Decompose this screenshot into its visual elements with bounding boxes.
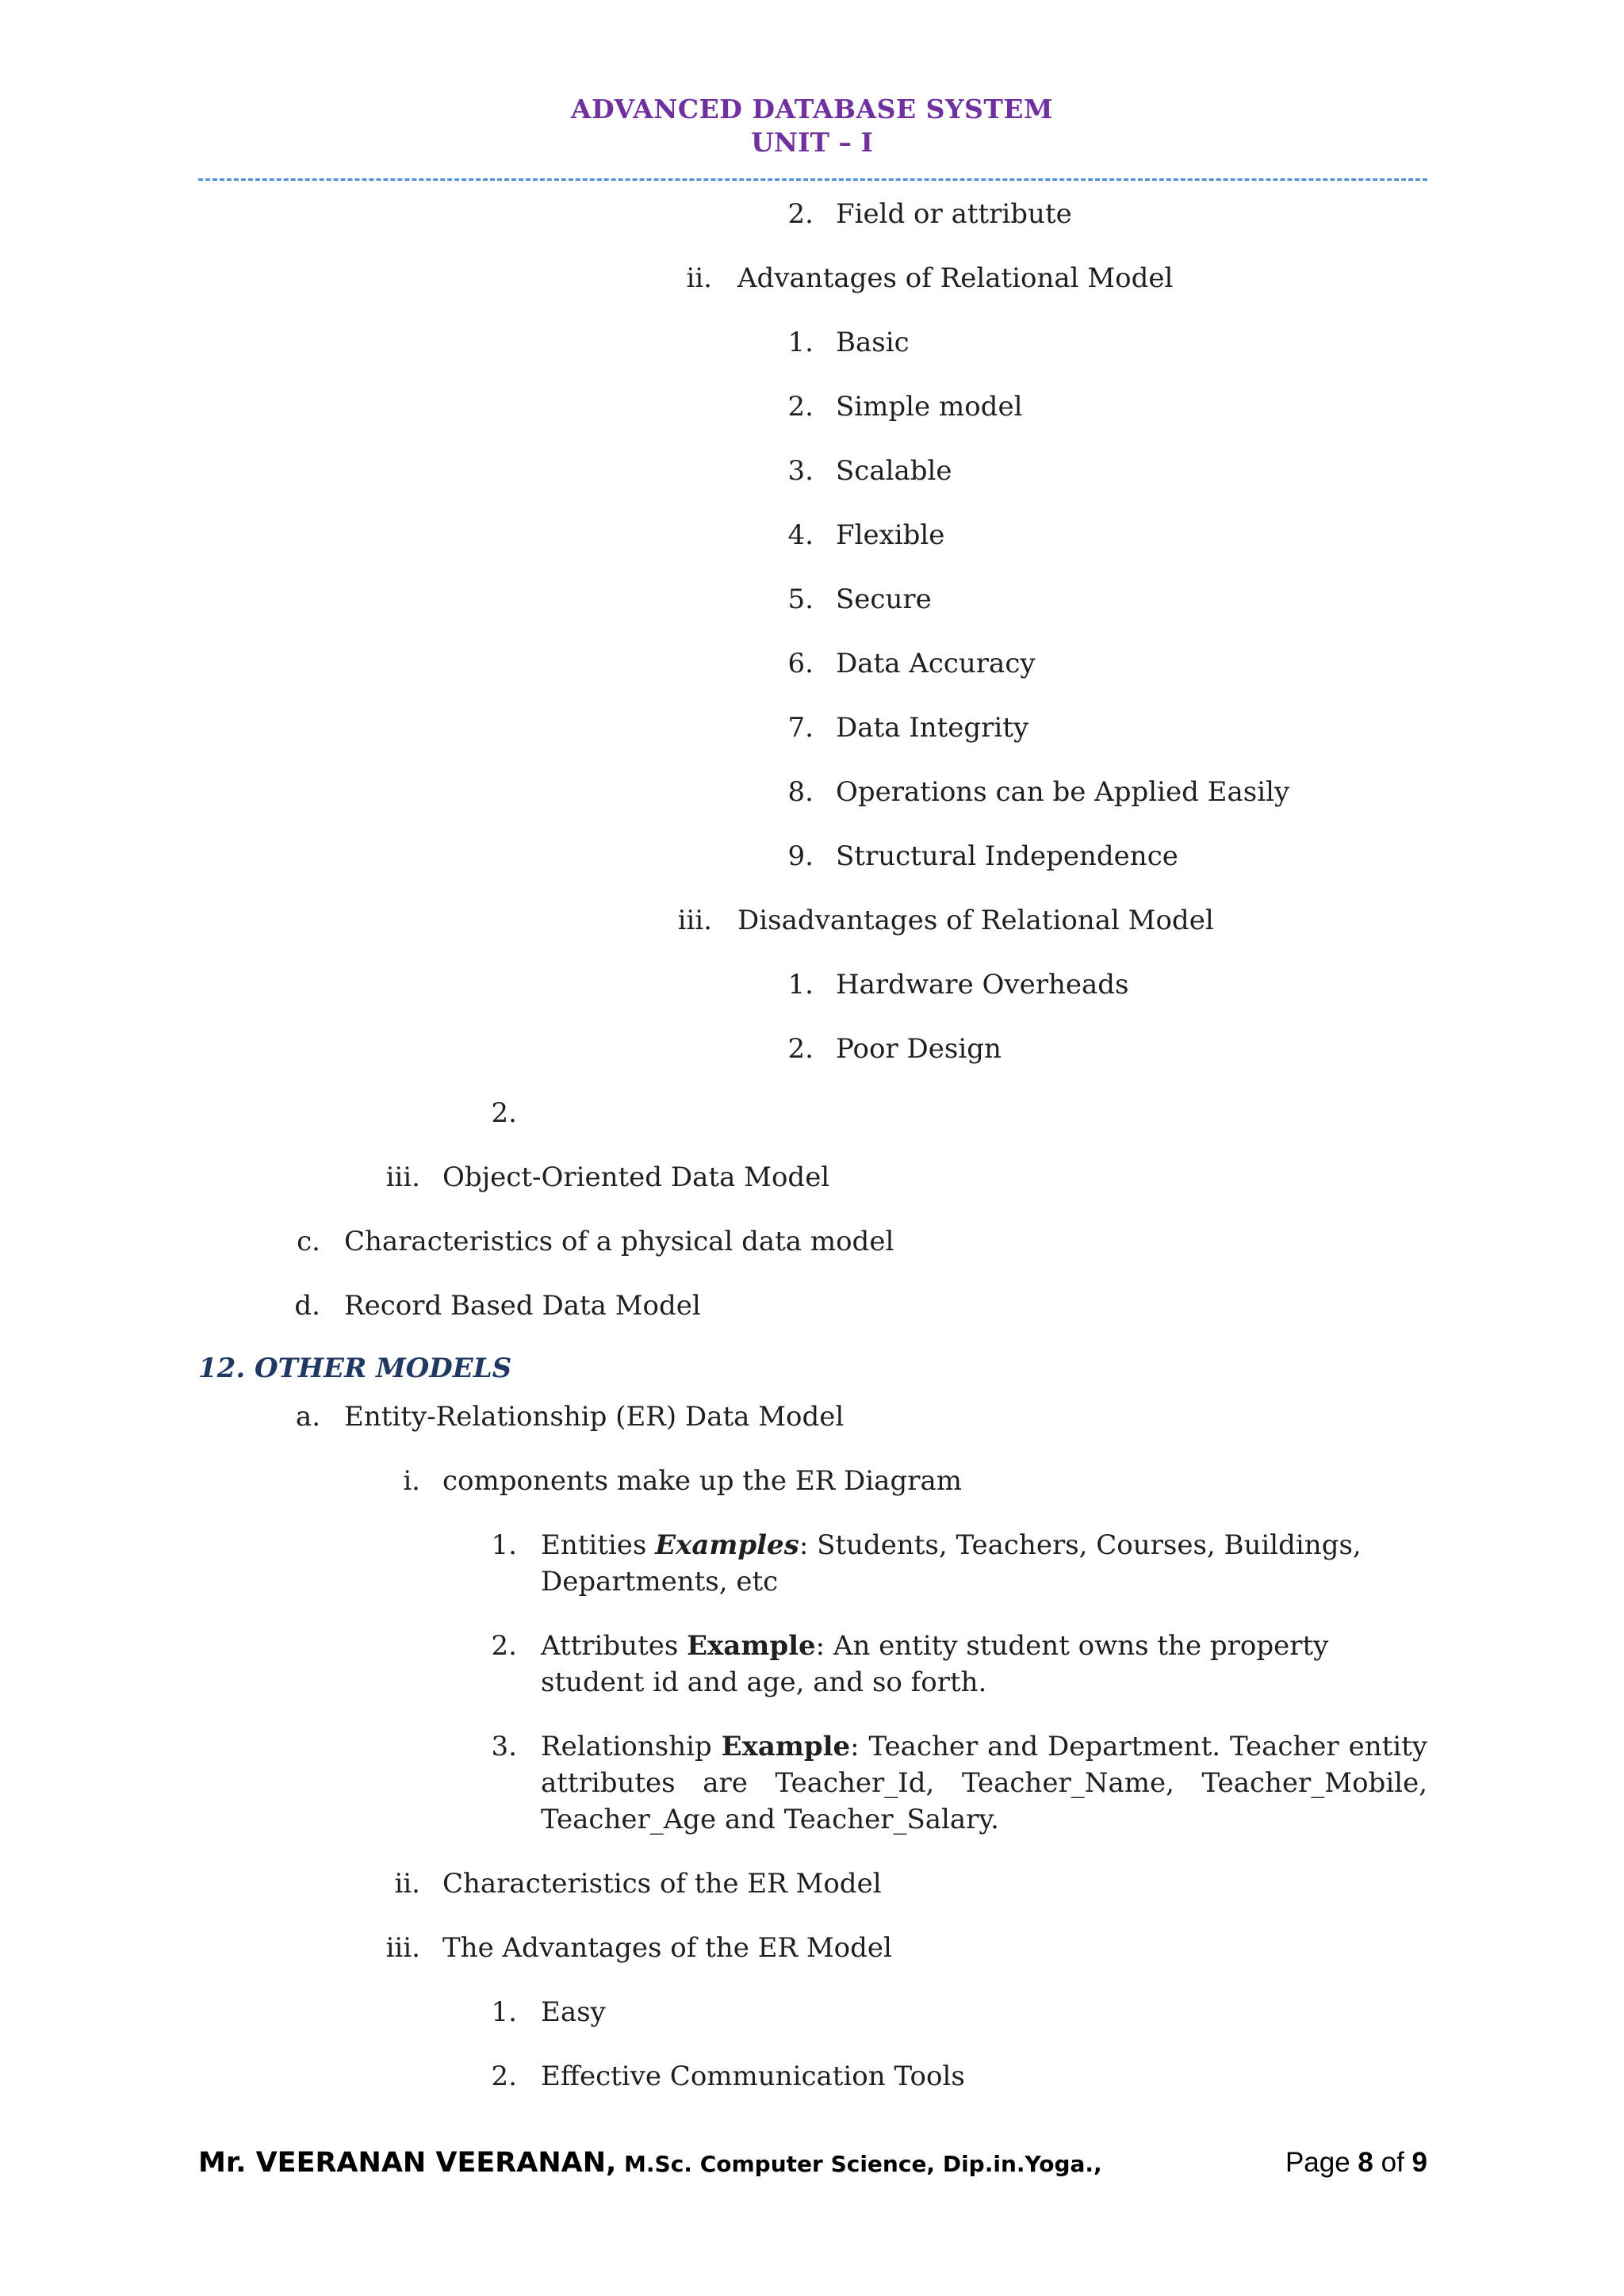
list-number: 8. xyxy=(787,776,814,808)
list-text: Flexible xyxy=(836,519,945,551)
list-text: Advantages of Relational Model xyxy=(737,262,1174,294)
relationship-description: : Teacher and Department. Teacher entity attributes are Teacher_Id, Teacher_Name, Teacher_Mobile, Teacher_Age and Teacher_Salary. xyxy=(541,1731,1428,1835)
list-number: c. xyxy=(297,1226,320,1257)
author-credentials: M.Sc. Computer Science, Dip.in.Yoga., xyxy=(616,2151,1102,2177)
list-number: 2. xyxy=(491,1630,517,1662)
list-text: components make up the ER Diagram xyxy=(442,1465,962,1497)
list-number: 6. xyxy=(787,648,814,679)
entities-term: Entities xyxy=(541,1529,656,1561)
author-name: Mr. VEERANAN VEERANAN, xyxy=(198,2147,617,2179)
unit-label: UNIT – I xyxy=(751,127,873,158)
list-number: 5. xyxy=(787,584,814,615)
relationship-term: Relationship xyxy=(541,1731,722,1762)
page-total: 9 xyxy=(1411,2147,1427,2178)
list-number: 2. xyxy=(787,1033,814,1065)
author-footer xyxy=(198,2147,1102,2179)
list-number: 1. xyxy=(491,1996,517,2028)
list-text: Object-Oriented Data Model xyxy=(442,1161,830,1193)
list-text: Poor Design xyxy=(836,1033,1002,1065)
list-text: Hardware Overheads xyxy=(836,969,1129,1001)
list-text: Structural Independence xyxy=(836,840,1178,872)
list-number: 3. xyxy=(787,455,814,487)
list-number: 1. xyxy=(491,1529,517,1561)
list-number: a. xyxy=(295,1401,320,1433)
list-text: Characteristics of the ER Model xyxy=(442,1868,882,1900)
page-of: of xyxy=(1373,2147,1412,2178)
page-number xyxy=(1285,2147,1427,2179)
list-number: 1. xyxy=(787,327,814,358)
list-text: Disadvantages of Relational Model xyxy=(737,905,1214,936)
list-text: Secure xyxy=(836,584,932,615)
header-divider xyxy=(198,178,1427,181)
list-text xyxy=(541,1728,1427,1838)
list-text: Easy xyxy=(541,1996,606,2028)
list-number: ii. xyxy=(394,1868,420,1900)
attributes-description: : An entity student owns the property student id and age, and so forth. xyxy=(541,1630,1329,1698)
list-number: 2. xyxy=(787,391,814,423)
list-text: Scalable xyxy=(836,455,952,487)
page-current: 8 xyxy=(1358,2147,1373,2178)
list-text: Data Integrity xyxy=(836,712,1029,744)
list-number: 3. xyxy=(491,1731,517,1762)
attributes-term: Attributes xyxy=(541,1630,688,1662)
list-text: Characteristics of a physical data model xyxy=(344,1226,894,1257)
list-text: Record Based Data Model xyxy=(344,1290,701,1322)
list-text: Operations can be Applied Easily xyxy=(836,776,1290,808)
list-number: 9. xyxy=(787,840,814,872)
example-label: Example xyxy=(687,1630,816,1662)
list-text: Data Accuracy xyxy=(836,648,1036,679)
examples-label: Examples xyxy=(655,1529,799,1561)
list-number: 2. xyxy=(491,2061,517,2092)
list-text xyxy=(541,1628,1427,1701)
list-number: 4. xyxy=(787,519,814,551)
list-number: 1. xyxy=(787,969,814,1001)
list-number: iii. xyxy=(677,905,712,936)
list-text: Entity-Relationship (ER) Data Model xyxy=(344,1401,845,1433)
list-number: 7. xyxy=(787,712,814,744)
list-text: Effective Communication Tools xyxy=(541,2061,965,2092)
list-number: d. xyxy=(294,1290,320,1322)
list-number: 2. xyxy=(491,1097,517,1129)
list-text: Basic xyxy=(836,327,910,358)
list-number: ii. xyxy=(686,262,712,294)
example-label: Example xyxy=(721,1731,851,1762)
list-text: Field or attribute xyxy=(836,198,1072,230)
entities-description: : Students, Teachers, Courses, Buildings, Departments, etc xyxy=(541,1529,1362,1598)
list-number: iii. xyxy=(385,1161,420,1193)
list-number: 2. xyxy=(787,198,814,230)
page-word: Page xyxy=(1285,2147,1358,2178)
list-number: i. xyxy=(403,1465,420,1497)
document-title: ADVANCED DATABASE SYSTEM xyxy=(570,94,1054,124)
section-heading: 12. OTHER MODELS xyxy=(198,1353,512,1384)
list-text xyxy=(541,1527,1365,1600)
list-text: Simple model xyxy=(836,391,1023,423)
list-text: The Advantages of the ER Model xyxy=(442,1932,892,1964)
list-number: iii. xyxy=(385,1932,420,1964)
